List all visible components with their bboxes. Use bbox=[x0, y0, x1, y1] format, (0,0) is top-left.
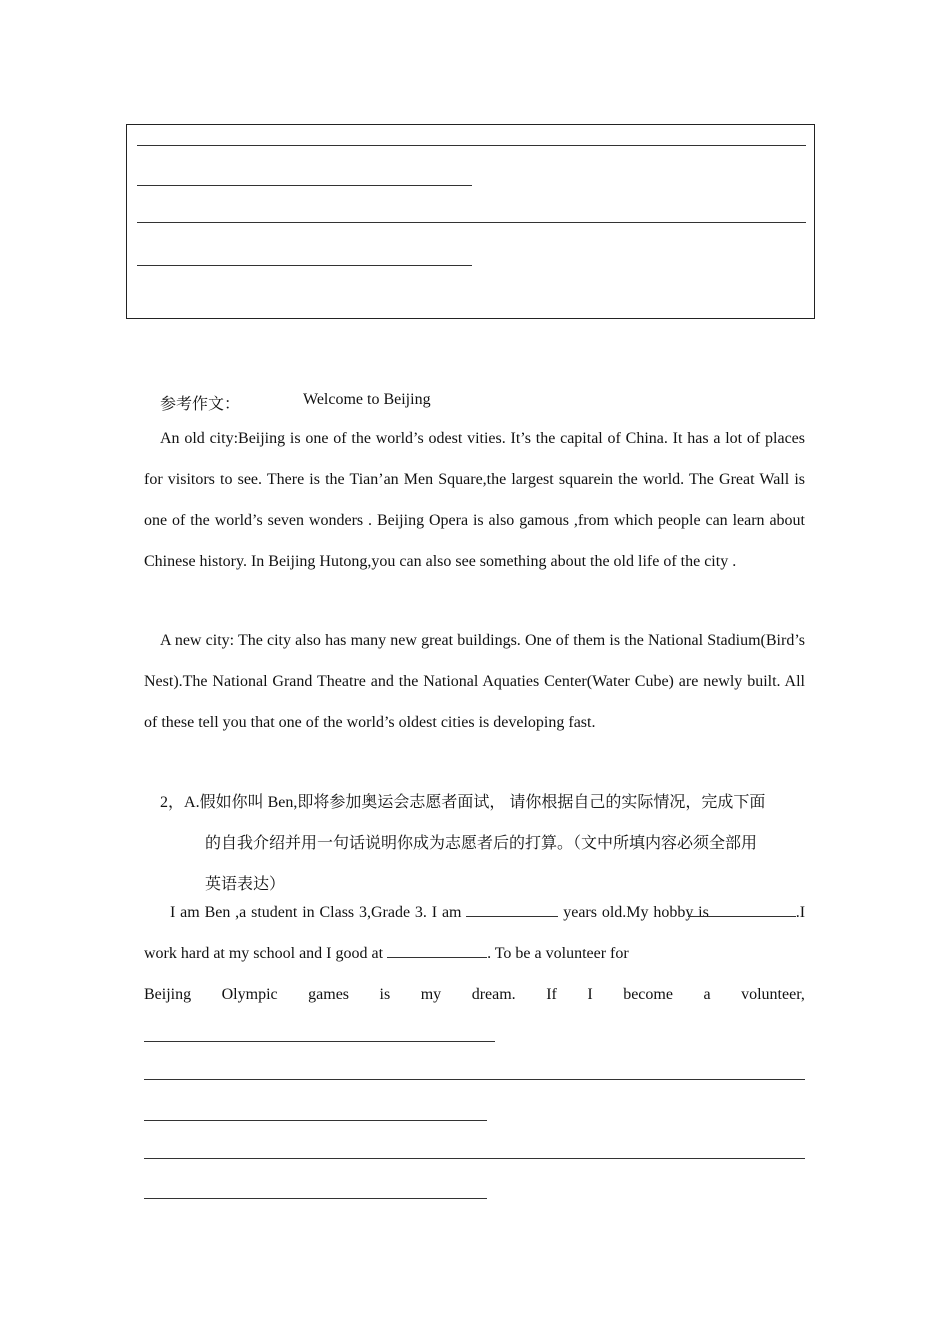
writing-line[interactable] bbox=[137, 145, 806, 146]
intro-word: I bbox=[587, 985, 593, 1003]
intro-word: is bbox=[379, 985, 391, 1003]
writing-line[interactable] bbox=[137, 222, 806, 223]
intro-line-3 bbox=[144, 974, 805, 1015]
answer-line[interactable] bbox=[144, 1198, 487, 1199]
hobby-blank[interactable] bbox=[688, 902, 796, 917]
intro-word: Beijing bbox=[144, 985, 192, 1003]
essay-title: Welcome to Beijing bbox=[303, 391, 431, 408]
good-at-blank[interactable] bbox=[387, 943, 487, 958]
intro-word: my bbox=[420, 985, 442, 1003]
writing-line[interactable] bbox=[137, 265, 472, 266]
intro-part-3: .I work hard at my school and I good at bbox=[144, 904, 806, 962]
intro-part-1: I am Ben ,a student in Class 3,Grade 3. I am bbox=[170, 904, 462, 921]
intro-word: a bbox=[703, 985, 711, 1003]
intro-word: games bbox=[308, 985, 350, 1003]
answer-line[interactable] bbox=[144, 1079, 805, 1080]
essay-paragraph-2: A new city: The city also has many new great buildings. One of them is the National Stadium(Bird’s Nest).The National Grand Theatre and the National Aquaties Center(Water Cube) are newly built. All of these tell you that one of the world’s oldest cities is developing fast. bbox=[144, 632, 805, 731]
task-instruction bbox=[160, 782, 805, 823]
intro-part-2: years old.My hobby is bbox=[563, 904, 709, 921]
intro-word: Olympic bbox=[221, 985, 278, 1003]
answer-line[interactable] bbox=[144, 1120, 487, 1121]
intro-word: volunteer, bbox=[741, 985, 805, 1003]
task-number: 2， bbox=[160, 794, 185, 811]
age-blank[interactable] bbox=[466, 902, 558, 917]
task-line-3: 英语表达） bbox=[205, 876, 286, 893]
task-line-1: A.假如你叫 Ben,即将参加奥运会志愿者面试， 请你根据自己的实际情况，完成下面 bbox=[184, 794, 766, 811]
answer-line[interactable] bbox=[144, 1041, 495, 1042]
intro-word: become bbox=[623, 985, 673, 1003]
intro-word: If bbox=[546, 985, 557, 1003]
essay-paragraph-1: An old city:Beijing is one of the world’s odest vities. It’s the capital of China. It has a lot of places for visitors to see. There is the Tian’an Men Square,the largest squarein the world. The Great Wall is one of the world’s seven wonders . Beijing Opera is also gamous ,from which people can learn about Chinese history. In Beijing Hutong,you can also see something about the old life of the city . bbox=[144, 430, 805, 570]
answer-line[interactable] bbox=[144, 1158, 805, 1159]
reference-label: 参考作文： bbox=[160, 396, 241, 413]
writing-box bbox=[126, 124, 815, 319]
writing-line[interactable] bbox=[137, 185, 472, 186]
intro-part-4: . To be a volunteer for bbox=[487, 945, 629, 962]
task-line-2: 的自我介绍并用一句话说明你成为志愿者后的打算。（文中所填内容必须全部用 bbox=[205, 835, 758, 852]
self-intro-text bbox=[144, 892, 805, 974]
intro-word: dream. bbox=[471, 985, 516, 1003]
